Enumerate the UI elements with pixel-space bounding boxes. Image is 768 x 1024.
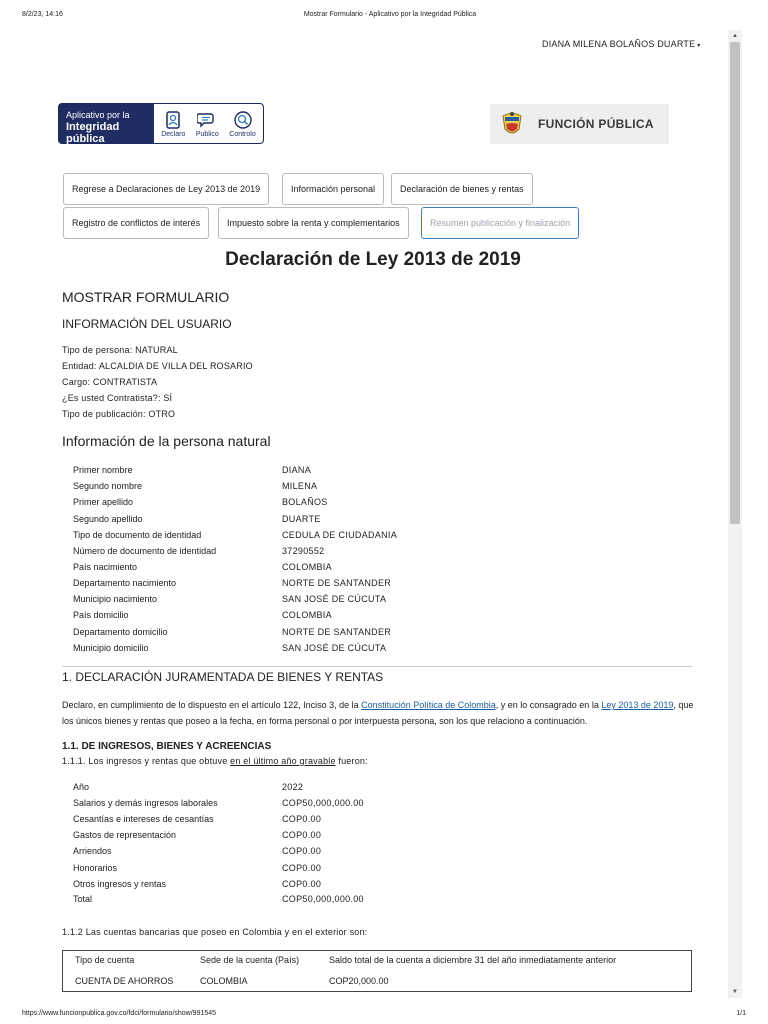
- constitucion-link[interactable]: Constitución Política de Colombia: [361, 700, 496, 710]
- field-value: COLOMBIA: [282, 610, 332, 620]
- user-info-line: Tipo de publicación: OTRO: [62, 409, 176, 419]
- field-value: SAN JOSÉ DE CÚCUTA: [282, 594, 387, 604]
- funcion-publica-label: FUNCIÓN PÚBLICA: [538, 117, 654, 131]
- logo-line2: Integridad pública: [66, 121, 120, 145]
- declaration-text: , que los únicos bienes y rentas que poseo a la fecha, en forma personal o por interpuesta persona, son los que relaciono a continuación.: [62, 700, 694, 726]
- income-label: Total: [73, 894, 93, 904]
- field-value: DIANA: [282, 465, 312, 475]
- print-url: https://www.funcionpublica.gov.co/fdci/formulario/show/991545: [22, 1010, 217, 1017]
- field-value: COLOMBIA: [282, 562, 332, 572]
- income-label: Arriendos: [73, 846, 112, 856]
- logo-item-declaro: [161, 110, 185, 138]
- field-label: Municipio nacimiento: [73, 594, 158, 604]
- field-value: DUARTE: [282, 514, 321, 524]
- print-date: 8/2/23, 14:16: [22, 11, 63, 18]
- income-label: Otros ingresos y rentas: [73, 879, 167, 889]
- field-value: 37290552: [282, 546, 325, 556]
- tab-back-to-declarations[interactable]: Regrese a Declaraciones de Ley 2013 de 2019: [63, 173, 269, 205]
- scroll-up-arrow-icon[interactable]: ▲: [732, 33, 738, 39]
- declaration-text: Declaro, en cumplimiento de lo dispuesto en el artículo 122, Inciso 3, de la: [62, 700, 362, 710]
- field-label: Departamento domicilio: [73, 627, 168, 637]
- income-intro-underline: en el último año gravable: [230, 756, 336, 766]
- chevron-down-icon: ▾: [697, 43, 701, 49]
- page-title: Declaración de Ley 2013 de 2019: [225, 249, 521, 270]
- income-intro: [62, 756, 368, 766]
- field-label: Tipo de documento de identidad: [73, 530, 202, 540]
- income-label: Año: [73, 782, 90, 792]
- field-label: Segundo apellido: [73, 514, 143, 524]
- income-intro-text: 1.1.1. Los ingresos y rentas que obtuve: [62, 756, 231, 766]
- scrollbar-thumb[interactable]: [730, 42, 740, 524]
- income-heading: 1.1. DE INGRESOS, BIENES Y ACREENCIAS: [62, 741, 272, 752]
- income-value: COP0.00: [282, 846, 322, 856]
- table-header-cell: Tipo de cuenta: [75, 955, 135, 965]
- user-info-heading: INFORMACIÓN DEL USUARIO: [62, 317, 232, 331]
- app-logo[interactable]: [58, 103, 264, 144]
- table-cell: COP20,000.00: [329, 976, 389, 986]
- income-value: COP0.00: [282, 879, 322, 889]
- form-heading: MOSTRAR FORMULARIO: [62, 289, 230, 305]
- user-info-line: Entidad: ALCALDIA DE VILLA DEL ROSARIO: [62, 361, 253, 371]
- bank-accounts-intro: 1.1.2 Las cuentas bancarias que poseo en Colombia y en el exterior son:: [62, 927, 368, 937]
- field-label: Segundo nombre: [73, 481, 143, 491]
- ley-2013-link[interactable]: Ley 2013 de 2019: [601, 700, 674, 710]
- bank-accounts-table: [62, 950, 692, 992]
- field-label: Municipio domicilio: [73, 643, 149, 653]
- section-divider: [62, 666, 692, 667]
- table-cell: CUENTA DE AHORROS: [75, 976, 174, 986]
- income-value: COP0.00: [282, 830, 322, 840]
- field-label: Primer nombre: [73, 465, 133, 475]
- logo-line1: Aplicativo por la: [66, 110, 130, 120]
- income-label: Honorarios: [73, 863, 118, 873]
- logo-item-label: Declaro: [161, 130, 186, 138]
- declaro-icon: [163, 110, 183, 130]
- income-value: COP0.00: [282, 863, 322, 873]
- funcion-publica-logo[interactable]: [490, 104, 669, 144]
- user-name: DIANA MILENA BOLAÑOS DUARTE: [542, 39, 696, 49]
- logo-item-controlo: [229, 110, 255, 138]
- field-value: BOLAÑOS: [282, 497, 328, 507]
- tab-personal-info[interactable]: Información personal: [282, 173, 384, 205]
- field-value: CEDULA DE CIUDADANIA: [282, 530, 398, 540]
- income-label: Cesantías e intereses de cesantías: [73, 814, 214, 824]
- logo-item-publico: [196, 110, 219, 138]
- scroll-down-arrow-icon[interactable]: ▼: [732, 989, 738, 995]
- field-label: País domicilio: [73, 610, 129, 620]
- income-value: 2022: [282, 782, 304, 792]
- field-value: SAN JOSÉ DE CÚCUTA: [282, 643, 387, 653]
- field-label: Departamento nacimiento: [73, 578, 177, 588]
- declaration-paragraph: [62, 697, 696, 729]
- logo-item-label: Controlo: [229, 130, 256, 138]
- field-value: NORTE DE SANTANDER: [282, 578, 392, 588]
- income-value: COP50,000,000.00: [282, 798, 364, 808]
- income-label: Salarios y demás ingresos laborales: [73, 798, 218, 808]
- income-intro-text: fueron:: [335, 756, 368, 766]
- tab-income-tax[interactable]: Impuesto sobre la renta y complementarios: [218, 207, 409, 239]
- field-label: Número de documento de identidad: [73, 546, 217, 556]
- field-label: País nacimiento: [73, 562, 138, 572]
- table-header-cell: Saldo total de la cuenta a diciembre 31 del año inmediatamente anterior: [329, 955, 617, 965]
- user-info-line: Tipo de persona: NATURAL: [62, 345, 178, 355]
- field-value: MILENA: [282, 481, 318, 491]
- print-page-number: 1/1: [736, 1010, 746, 1017]
- user-menu[interactable]: [542, 39, 701, 49]
- field-value: NORTE DE SANTANDER: [282, 627, 392, 637]
- tab-conflicts-of-interest[interactable]: Registro de conflictos de interés: [63, 207, 209, 239]
- user-info-line: ¿Es usted Contratista?: SÍ: [62, 393, 173, 403]
- income-value: COP0.00: [282, 814, 322, 824]
- controlo-icon: [233, 110, 253, 130]
- publico-icon: [197, 110, 217, 130]
- field-label: Primer apellido: [73, 497, 134, 507]
- table-header-cell: Sede de la cuenta (País): [200, 955, 300, 965]
- table-cell: COLOMBIA: [200, 976, 248, 986]
- tab-assets-income[interactable]: Declaración de bienes y rentas: [391, 173, 533, 205]
- vertical-scrollbar[interactable]: [728, 30, 742, 998]
- income-value: COP50,000,000.00: [282, 894, 364, 904]
- print-title: Mostrar Formulario - Aplicativo por la Integridad Pública: [303, 11, 477, 18]
- user-info-line: Cargo: CONTRATISTA: [62, 377, 158, 387]
- tab-summary-publication[interactable]: Resumen publicación y finalización: [421, 207, 579, 239]
- coat-of-arms-icon: [500, 110, 524, 138]
- logo-item-label: Publico: [195, 130, 219, 138]
- declaration-text: , y en lo consagrado en la: [495, 700, 602, 710]
- natural-person-heading: Información de la persona natural: [62, 433, 271, 449]
- income-label: Gastos de representación: [73, 830, 177, 840]
- declaration-heading: 1. DECLARACIÓN JURAMENTADA DE BIENES Y RENTAS: [62, 670, 384, 684]
